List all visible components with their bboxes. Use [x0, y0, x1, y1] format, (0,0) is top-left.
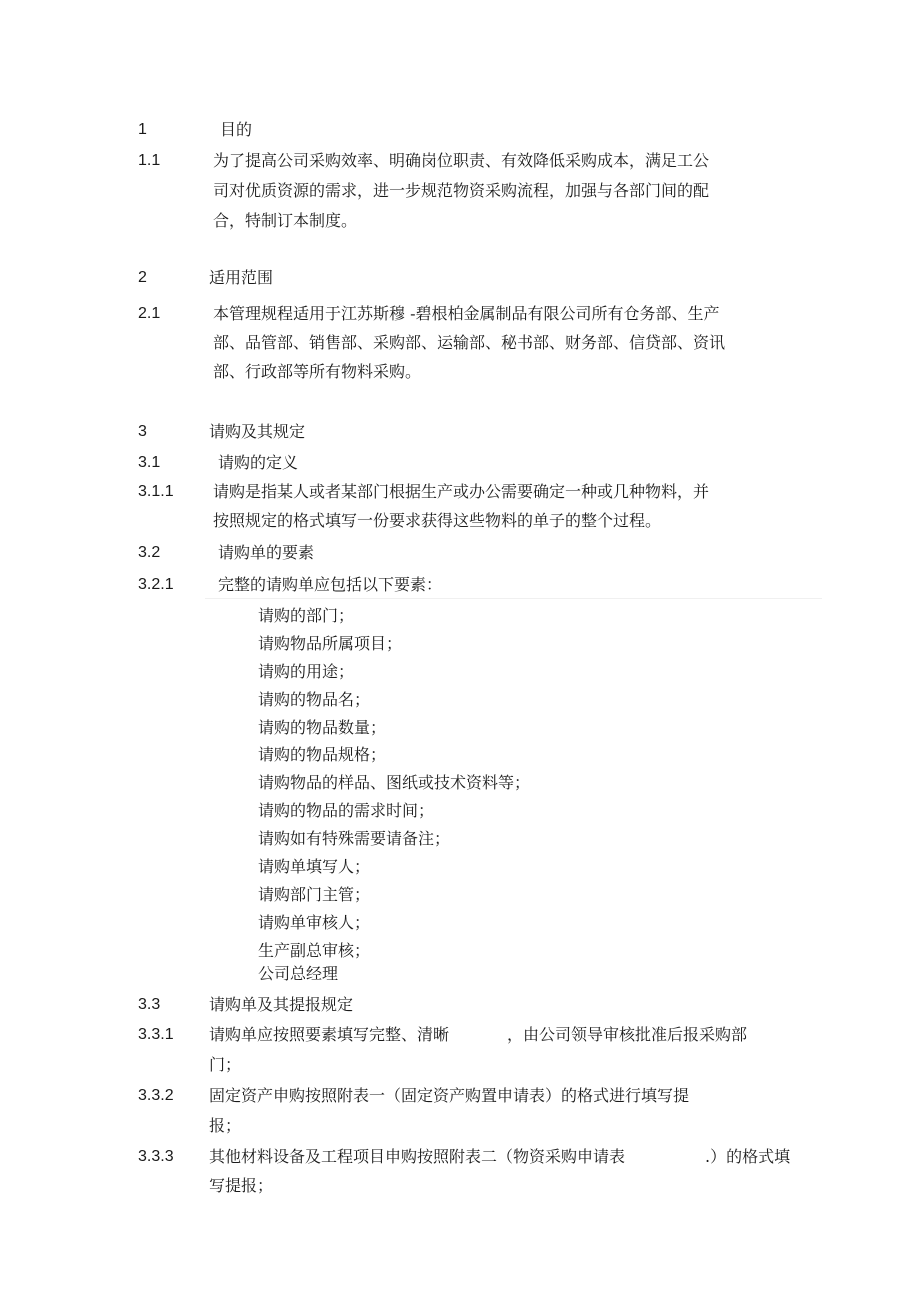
section-1-title: 目的: [220, 120, 253, 139]
section-1-1-line-2: 司对优质资源的需求，进一步规范物资采购流程，加强与各部门间的配: [213, 181, 710, 200]
section-3-3-3-line-2: 写提报；: [209, 1176, 274, 1195]
element-list-item: 请购的部门；: [258, 606, 355, 625]
section-2-1-number: 2.1: [138, 305, 161, 322]
element-list-item: 请购如有特殊需要请备注；: [258, 829, 451, 848]
section-3-title: 请购及其规定: [209, 422, 306, 441]
section-3-1-1-line-2: 按照规定的格式填写一份要求获得这些物料的单子的整个过程。: [213, 511, 662, 530]
section-3-3-2-line-1: 固定资产申购按照附表一（固定资产购置申请表）的格式进行填写提: [209, 1086, 690, 1105]
element-list-item: 请购的物品的需求时间；: [258, 801, 435, 820]
divider-line: [205, 598, 822, 599]
element-list-item: 请购物品所属项目；: [258, 634, 403, 653]
section-3-1-1-number: 3.1.1: [138, 483, 174, 500]
section-3-1-title: 请购的定义: [218, 453, 299, 472]
element-list-item: 请购的物品规格；: [258, 745, 387, 764]
section-3-3-3-number: 3.3.3: [138, 1148, 174, 1165]
element-list-item: 请购单审核人；: [258, 913, 371, 932]
section-1-number: 1: [138, 121, 147, 138]
section-3-2-1-title: 完整的请购单应包括以下要素：: [218, 575, 443, 594]
element-list-item: 请购单填写人；: [258, 857, 371, 876]
element-list-item: 请购物品的样品、图纸或技术资料等；: [258, 773, 531, 792]
element-list-item: 生产副总审核；: [258, 941, 371, 960]
element-list-item: 请购的物品数量；: [258, 718, 387, 737]
section-2-1-line-2: 部、品管部、销售部、采购部、运输部、秘书部、财务部、信贷部、资讯: [213, 333, 726, 352]
section-3-3-1-line-2: 门；: [209, 1055, 242, 1074]
element-list-item: 请购的物品名；: [258, 690, 371, 709]
section-3-2-title: 请购单的要素: [218, 543, 315, 562]
section-3-1-1-line-1: 请购是指某人或者某部门根据生产或办公需要确定一种或几种物料，并: [213, 482, 710, 501]
section-3-3-number: 3.3: [138, 996, 161, 1013]
section-3-number: 3: [138, 423, 147, 440]
element-list-item: 公司总经理: [258, 964, 339, 983]
section-3-3-1-line-1b: ，由公司领导审核批准后报采购部: [507, 1025, 748, 1044]
section-1-1-line-3: 合，特制订本制度。: [213, 211, 358, 230]
element-list-item: 请购部门主管；: [258, 885, 371, 904]
section-2-1-line-1: 本管理规程适用于江苏斯穆 -碧根柏金属制品有限公司所有仓务部、生产: [213, 304, 720, 323]
section-3-3-1-line-1a: 请购单应按照要素填写完整、清晰: [209, 1025, 450, 1044]
section-3-2-number: 3.2: [138, 544, 161, 561]
section-3-2-1-number: 3.2.1: [138, 576, 174, 593]
section-1-1-line-1: 为了提高公司采购效率、明确岗位职责、有效降低采购成本，满足工公: [213, 151, 710, 170]
section-2-number: 2: [138, 269, 147, 286]
section-3-3-1-number: 3.3.1: [138, 1026, 174, 1043]
section-3-3-title: 请购单及其提报规定: [209, 995, 354, 1014]
section-3-1-number: 3.1: [138, 454, 161, 471]
section-2-title: 适用范围: [209, 268, 274, 287]
section-1-1-number: 1.1: [138, 152, 161, 169]
element-list-item: 请购的用途；: [258, 662, 355, 681]
section-3-3-3-line-1a: 其他材料设备及工程项目申购按照附表二（物资采购申请表: [209, 1147, 626, 1166]
section-3-3-2-number: 3.3.2: [138, 1087, 174, 1104]
section-2-1-line-3: 部、行政部等所有物料采购。: [213, 362, 422, 381]
section-3-3-2-line-2: 报；: [209, 1116, 242, 1135]
section-3-3-3-line-1b: .）的格式填: [705, 1147, 791, 1166]
